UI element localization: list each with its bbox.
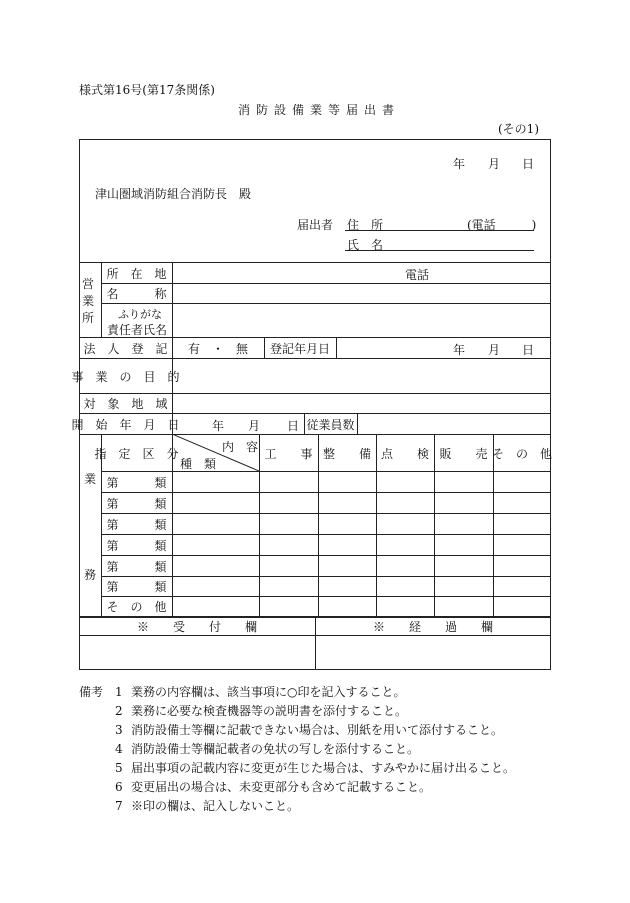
date-year: 年: [453, 157, 466, 171]
registration-year: 年: [453, 343, 466, 357]
remark-num: 3: [115, 723, 123, 737]
category-header: 指 定 区 分: [94, 446, 179, 461]
remark-text: 消防設備士等欄記載者の免状の写しを添付すること。: [131, 742, 420, 756]
date-day: 日: [522, 157, 535, 171]
start-month: 月: [248, 419, 261, 433]
remarks-label: 備考: [79, 685, 104, 699]
remark-text: 業務に必要な検査機器等の説明書を添付すること。: [131, 704, 408, 718]
column-header: そ の 他: [492, 446, 553, 461]
remark-num: 6: [115, 780, 123, 794]
office-phone-label: 電話: [405, 268, 430, 282]
applicant-phone-label: (電話 ): [467, 218, 537, 232]
office-label: [82, 276, 94, 327]
type-header: 種 類: [180, 457, 217, 471]
column-header: 点 検: [380, 446, 429, 461]
reception-label: ※ 受 付 欄: [136, 620, 257, 634]
name-line[interactable]: [345, 250, 534, 251]
category-row: 第 類: [106, 475, 167, 490]
business-label-bottom: 務: [84, 568, 97, 582]
remark-text: 消防設備士等欄に記載できない場合は、別紙を用いて添付すること。: [131, 723, 504, 737]
purpose-label: 事 業 の 目 的: [71, 369, 180, 384]
office-label-text: 営業所: [82, 277, 95, 325]
remark-num: 4: [115, 742, 123, 756]
remark-text: 変更届出の場合は、未変更部分も含めて記載すること。: [131, 780, 432, 794]
category-row: 第 類: [106, 559, 167, 574]
registration-date-label: 登記年月日: [269, 341, 330, 356]
registration-day: 日: [522, 343, 535, 357]
applicant-name-label: 氏 名: [347, 238, 384, 252]
applicant-address-label: 住 所: [347, 218, 384, 232]
remark-num: 7: [115, 799, 123, 813]
page-title: 消防設備業等届出書: [238, 103, 401, 117]
remark-text: 業務の内容欄は、該当事項に○印を記入すること。: [131, 685, 406, 699]
column-header: 販 売: [439, 446, 488, 461]
form-number: 様式第16号(第17条関係): [79, 83, 215, 97]
office-name-label: 名 称: [106, 287, 167, 301]
area-label: 対 象 地 域: [83, 397, 168, 411]
employees-label: 従業員数: [306, 417, 355, 432]
content-header: 内 容: [222, 440, 259, 454]
date-month: 月: [488, 157, 501, 171]
remark-num: 2: [115, 704, 123, 718]
column-header: 整 備: [322, 446, 371, 461]
column-header: 工 事: [264, 446, 313, 461]
sono-label: (その1): [498, 122, 539, 136]
remark-text: 届出事項の記載内容に変更が生じた場合は、すみやかに届け出ること。: [131, 761, 516, 775]
addressee: 津山圏域消防組合消防長 殿: [95, 187, 252, 201]
category-row: そ の 他: [106, 600, 167, 614]
registration-month: 月: [488, 343, 501, 357]
registration-options[interactable]: 有 ・ 無: [187, 341, 248, 356]
address-line[interactable]: [345, 230, 534, 231]
progress-label: ※ 経 過 欄: [372, 620, 493, 634]
manager-label: 責任者氏名: [107, 323, 168, 337]
remark-text: ※印の欄は、記入しないこと。: [131, 799, 300, 813]
registration-label: 法 人 登 記: [83, 341, 168, 356]
start-date-label: 開 始 年 月 日: [71, 417, 180, 432]
applicant-label: 届出者: [297, 218, 334, 232]
business-label-top: 業: [84, 472, 97, 486]
furigana-label: ふりがな: [118, 308, 162, 321]
remark-num: 1: [115, 685, 123, 699]
remark-num: 5: [115, 761, 123, 775]
start-year: 年: [212, 419, 225, 433]
category-row: 第 類: [106, 496, 167, 511]
category-row: 第 類: [106, 580, 167, 594]
start-day: 日: [287, 419, 300, 433]
office-location-label: 所 在 地: [106, 266, 167, 281]
category-row: 第 類: [106, 517, 167, 532]
category-row: 第 類: [106, 538, 167, 553]
